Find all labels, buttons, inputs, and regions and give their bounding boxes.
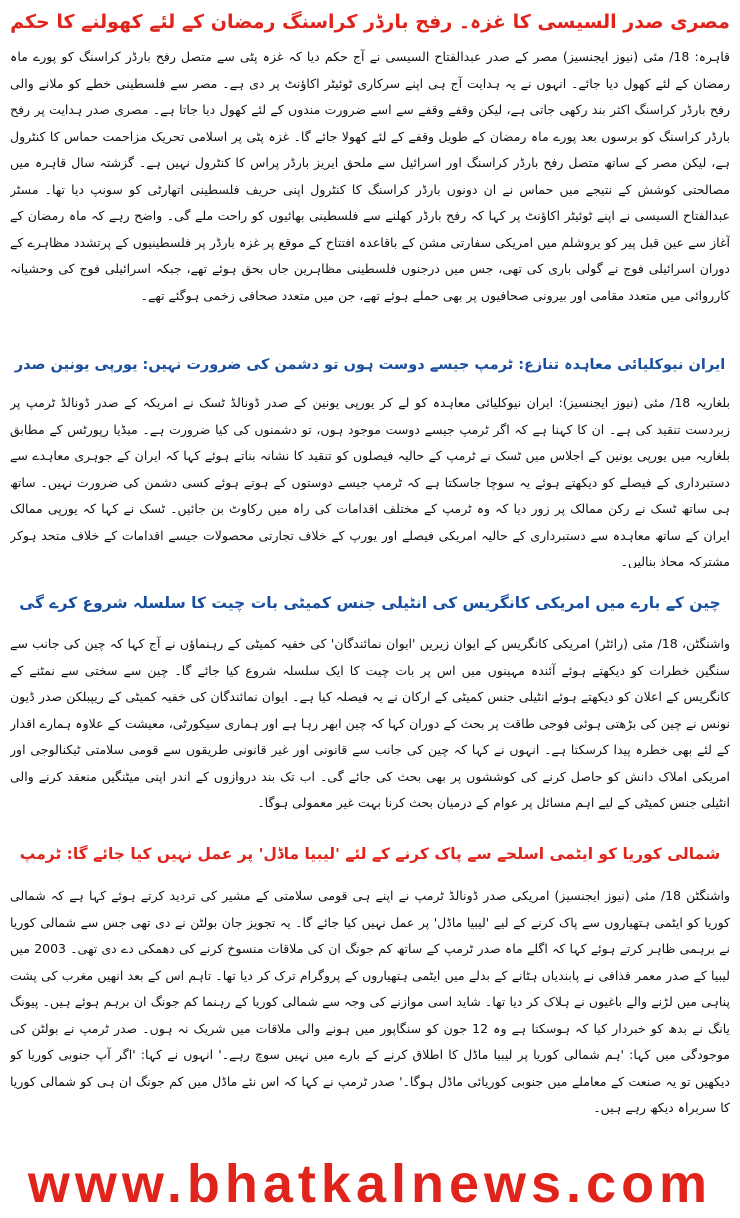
article-china-congress bbox=[10, 575, 730, 816]
article-egypt-rafah bbox=[10, 0, 730, 334]
article-iran-deal bbox=[10, 340, 730, 568]
article-body: بلغاریہ 18/ مئی (نیوز ایجنسیز): ایران نیوکلیائی معاہدہ کو لے کر یورپی یونین کے صدر ڈونالڈ ٹسک نے امریکہ کے صدر ڈونالڈ ٹرمپ پر زبردست تنقید کی ہے۔ ان کا کہنا ہے کہ اگر ٹرمپ جیسے دوست موجود ہوں، تو دشمنوں کی کیا ضرورت ہے۔ میڈیا رپورٹس کے مطابق بلغاریہ میں یورپی یونین کے اجلاس میں ٹسک نے ٹرمپ کے حالیہ فیصلوں کو تنقید کا نشانہ بناتے ہوئے کہا کہ ایران کے جوہری معاہدے سے دستبرداری کے فیصلے کو دیکھتے ہوئے یہ سوچا جاسکتا ہے کہ ٹرمپ جیسے دوستوں کے ہوتے ہوئے کسی دشمن کی ضرورت نہیں۔ ساتھ ہی ساتھ ٹسک نے رکن ممالک پر زور دیا کہ وہ ٹرمپ کے مختلف اقدامات کی راہ میں رکاوٹ بن جائیں۔ ٹسک نے کہا کہ یورپی ممالک ایران کے ساتھ معاہدہ سے دستبرداری کے حالیہ امریکی فیصلے اور یورپ کے خلاف تجارتی محصولات جیسے اقدامات کے خلاف متحد ہوکر مشترکہ محاذ بنالیں۔ bbox=[10, 395, 730, 568]
article-headline: مصری صدر السیسی کا غزہ۔ رفح بارڈر کراسنگ رمضان کے لئے کھولنے کا حکم bbox=[10, 11, 730, 33]
article-headline: چین کے بارے میں امریکی کانگریس کی انٹیلی جنس کمیٹی بات چیت کا سلسلہ شروع کرے گی bbox=[19, 594, 721, 612]
article-body: واشنگٹن، 18/ مئی (رائٹر) امریکی کانگریس کے ایوان زیریں 'ایوان نمائندگان' کی خفیہ کمیٹی کے رہنماؤں نے آج کہا کہ چین کی جانب سے سنگین خطرات کو دیکھتے ہوئے آئندہ مہینوں میں اس پر بات چیت کا ایک سلسلہ شروع کیا جائے گا۔ چین سے سختی سے نمٹنے کے کانگریس کے اعلان کو دیکھتے ہوئے انٹیلی جنس کمیٹی کے ارکان نے یہ فیصلہ کیا ہے۔ ایوان نمائندگان کی خفیہ کمیٹی کے ریپبلکن صدر ڈیون نونس نے چین کی بڑھتی ہوئی فوجی طاقت پر بحث کے دوران کہا کہ چین ابھر رہا ہے اور ہماری سیکورٹی، معیشت کے علاوہ ہمارے اقدار کے لئے بھی خطرہ پیدا کرسکتا ہے۔ انہوں نے کہا کہ چین کی جانب سے قانونی اور غیر قانونی طریقوں سے قومی سلامتی ٹیکنالوجی اور امریکی املاک دانش کو حاصل کرنے کی کوششوں پر بھی بحث کی جائے گی۔ اب تک بند دروازوں کے اندر اپنی میٹنگیں منعقد کرنے والی انٹیلی جنس کمیٹی کے لیے اہم مسائل پر عوام کے درمیان بحث کرنا بہت غیر معمولی ہوگا۔ bbox=[10, 636, 730, 810]
article-body: واشنگٹن 18/ مئی (نیوز ایجنسیز) امریکی صدر ڈونالڈ ٹرمپ نے اپنے ہی قومی سلامتی کے مشیر کی تردید کرتے ہوئے کہا ہے کہ شمالی کوریا کو ایٹمی ہتھیاروں سے پاک کرنے کے لیے 'لیبیا ماڈل' پر عمل نہیں کیا جائے گا۔ یہ تجویز جان بولٹن نے دی تھی جس سے شمالی کوریا نے برہمی ظاہر کرتے ہوئے کہا کہ اگلے ماہ صدر ٹرمپ کے ساتھ کم جونگ ان کی ملاقات منسوخ کرنے کی دھمکی دے دی تھی۔ 2003 میں لیبیا کے صدر معمر قذافی نے پابندیاں ہٹانے کے بدلے میں ایٹمی ہتھیاروں کے پروگرام ترک کر دیا تھا۔ تاہم اس کے بعد انھیں مغرب کی پشت پناہی میں لڑنے والے باغیوں نے ہلاک کر دیا تھا۔ شاید اسی موازنے کی وجہ سے شمالی کوریا کے رہنما کم جونگ ان برہم ہوئے ہیں۔ پیونگ یانگ نے بدھ کو خبردار کیا کہ ہوسکتا ہے وہ 12 جون کو سنگاپور میں ہونے والی ملاقات میں شریک نہ ہوں۔ صدر ٹرمپ نے بولٹن کی موجودگی میں کہا: 'ہم شمالی کوریا پر لیبیا ماڈل کا اطلاق کرنے کے بارے میں نہیں سوچ رہے۔' انہوں نے کہا: 'اگر آپ جنوبی کوریا کو دیکھیں تو یہ صنعت کے معاملے میں جنوبی کوریائی ماڈل ہوگا۔' صدر ٹرمپ نے کہا کہ اس نئے ماڈل میں کم جونگ ان ہی کو شمالی کوریا کا سربراہ دیکھ رہے ہیں۔ bbox=[10, 888, 730, 1115]
article-headline: ایران نیوکلیائی معاہدہ تنازع: ٹرمپ جیسے دوست ہوں تو دشمن کی ضرورت نہیں: یورپی یونین صدر bbox=[14, 357, 726, 373]
article-body: قاہرہ: 18/ مئی (نیوز ایجنسیز) مصر کے صدر عبدالفتاح السیسی نے آج حکم دیا کہ غزہ پٹی سے متصل رفح بارڈر کراسنگ کو پورے ماہ رمضان کے لئے کھول دیا جائے۔ انہوں نے یہ ہدایت آج ہی اپنے سرکاری ٹوئیٹر اکاؤنٹ پر دی ہے۔ مصر سے فلسطینی خطے کو ملانے والی رفح بارڈر کراسنگ اکثر بند رکھی جاتی ہے، لیکن وقفے وقفے سے اسے ضرورت مندوں کے لئے کھول دیا جاتا ہے۔ مصری صدر ہدایت پر رفح بارڈر کراسنگ کو برسوں بعد پورے ماہ رمضان کے طویل وقفے کے لئے کھولا جائے گا۔ غزہ پٹی پر اسلامی تحریک مزاحمت حماس کا کنٹرول ہے، لیکن مصر کے ساتھ متصل رفح بارڈر کراسنگ اور اسرائیل سے ملحق ایریز بارڈر پراس کا کنٹرول نہیں ہے۔ گزشتہ سال قاہرہ میں مصالحتی کوشش کے نتیجے میں حماس نے ان دونوں بارڈر کراسنگ کا کنٹرول اپنی حریف فلسطینی اتھارٹی کو سونپ دیا تھا۔ مسٹر عبدالفتاح السیسی نے اپنے ٹوئیٹر اکاؤنٹ پر کہا کہ رفح بارڈر کھلنے سے فلسطینی بھائیوں کو راحت ملے گی۔ واضح رہے کہ ماہ رمضان کے آغاز سے عین قبل پیر کو یروشلم میں امریکی سفارتی مشن کے باقاعدہ افتتاح کے موقع پر غزہ بارڈر پر فلسطینیوں کے پرتشدد مظاہرے کے دوران اسرائیلی فوج نے گولی باری کی تھی، جس میں درجنوں فلسطینی مظاہرین جاں بحق ہوئے تھے، جبکہ اسرائیلی فوج کی وحشیانہ کارروائی میں متعدد مقامی اور بیرونی صحافیوں پر بھی حملے ہوئے تھے، جن میں متعدد صحافی زخمی ہوگئے تھے۔ bbox=[10, 49, 730, 303]
site-url[interactable]: www.bhatkalnews.com bbox=[27, 1154, 713, 1214]
article-north-korea bbox=[10, 825, 730, 1133]
article-headline: شمالی کوریا کو ایٹمی اسلحے سے پاک کرنے کے لئے 'لیبیا ماڈل' پر عمل نہیں کیا جائے گا: ٹرمپ bbox=[19, 845, 721, 863]
footer-banner bbox=[0, 1150, 740, 1218]
